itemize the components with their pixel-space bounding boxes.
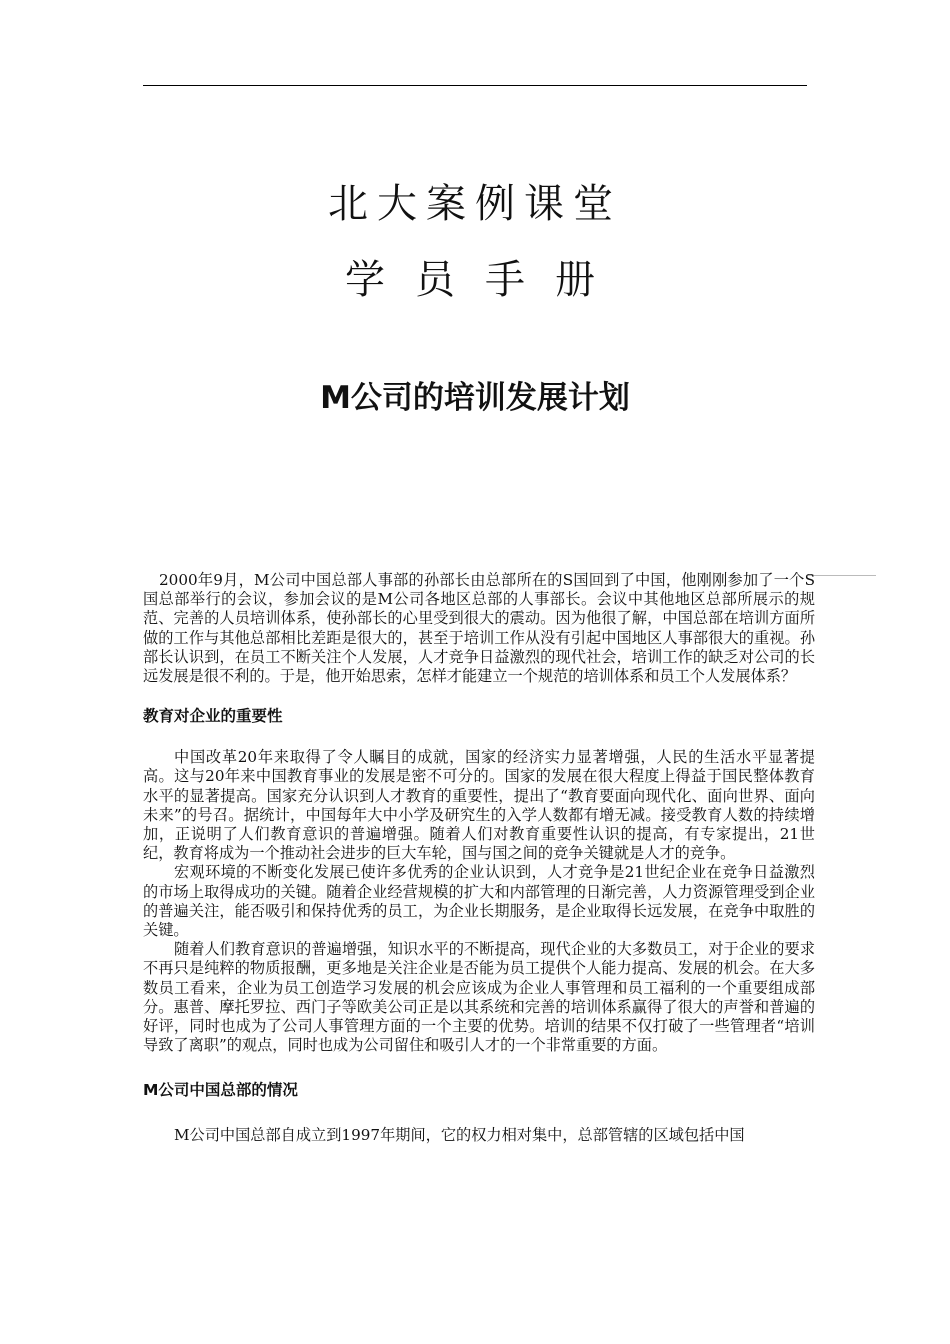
body-paragraph: 宏观环境的不断变化发展已使许多优秀的企业认识到，人才竞争是21世纪企业在竞争日益激烈的市场上取得成功的关键。随着企业经营规模的扩大和内部管理的日渐完善，人力资源管理受到企业的普遍关注，能否吸引和保持优秀的员工，为企业长期服务，是企业取得长远发展，在竞争中取胜的关键。 <box>143 863 815 940</box>
body-paragraph: 中国改革20年来取得了令人瞩目的成就，国家的经济实力显著增强，人民的生活水平显著提高。这与20年来中国教育事业的发展是密不可分的。国家的发展在很大程度上得益于国民整体教育水平的显著提高。国家充分认识到人才教育的重要性，提出了“教育要面向现代化、面向世界、面向未来”的号召。据统计，中国每年大中小学及研究生的入学人数都有增无减。接受教育人数的持续增加，正说明了人们教育意识的普遍增强。随着人们对教育重要性认识的提高，有专家提出，21世纪，教育将成为一个推动社会进步的巨大车轮，国与国之间的竞争关键就是人才的竞争。 <box>143 748 815 863</box>
margin-rule <box>808 575 876 576</box>
document-body <box>143 571 815 1146</box>
document-title: M公司的培训发展计划 <box>320 380 630 416</box>
intro-paragraph: 2000年9月，M公司中国总部人事部的孙部长由总部所在的S国回到了中国，他刚刚参加了一个S国总部举行的会议，参加会议的是M公司各地区总部的人事部长。会议中其他地区总部所展示的规范、完善的人员培训体系，使孙部长的心里受到很大的震动。因为他很了解，中国总部在培训方面所做的工作与其他总部相比差距是很大的，甚至于培训工作从没有引起中国地区人事部很大的重视。孙部长认识到，在员工不断关注个人发展，人才竞争日益激烈的现代社会，培训工作的缺乏对公司的长远发展是很不利的。于是，他开始思索，怎样才能建立一个规范的培训体系和员工个人发展体系？ <box>143 571 815 686</box>
cover-subtitle: 学员手册 <box>345 257 625 303</box>
body-paragraph: M公司中国总部自成立到1997年期间，它的权力相对集中，总部管辖的区域包括中国 <box>174 1126 745 1145</box>
section-heading-company: M公司中国总部的情况 <box>143 1081 298 1100</box>
section-heading-education: 教育对企业的重要性 <box>143 707 283 726</box>
cover-series-title: 北大案例课堂 <box>328 181 622 227</box>
body-paragraph: 随着人们教育意识的普遍增强，知识水平的不断提高，现代企业的大多数员工，对于企业的要求不再只是纯粹的物质报酬，更多地是关注企业是否能为员工提供个人能力提高、发展的机会。在大多数员工看来，企业为员工创造学习发展的机会应该成为企业人事管理和员工福利的一个重要组成部分。惠普、摩托罗拉、西门子等欧美公司正是以其系统和完善的培训体系赢得了很大的声誉和普遍的好评，同时也成为了公司人事管理方面的一个主要的优势。培训的结果不仅打破了一些管理者“培训导致了离职”的观点，同时也成为公司留住和吸引人才的一个非常重要的方面。 <box>143 940 815 1055</box>
top-rule <box>143 85 807 86</box>
